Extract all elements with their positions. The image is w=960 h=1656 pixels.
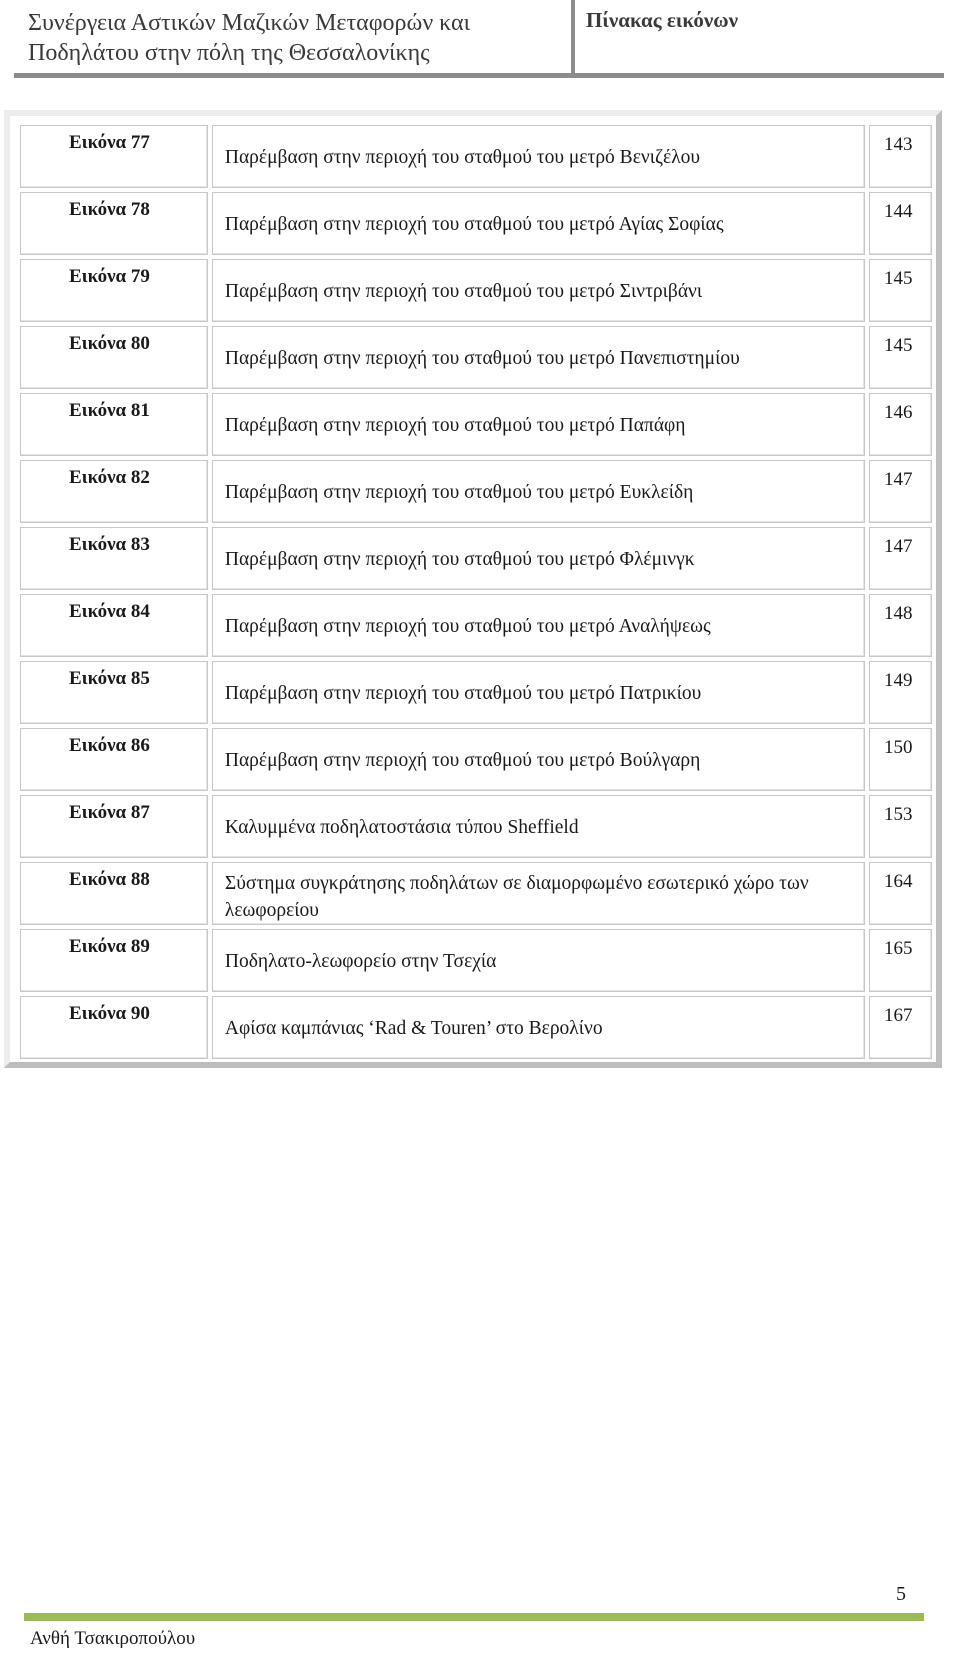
figure-label: Εικόνα 89 <box>69 936 150 957</box>
figure-row <box>20 393 932 456</box>
figure-row <box>20 594 932 657</box>
figure-row <box>20 125 932 188</box>
figure-page-number: 147 <box>884 536 913 557</box>
document-title <box>28 8 568 68</box>
figure-label-cell <box>20 728 208 791</box>
figure-label: Εικόνα 81 <box>69 400 150 421</box>
figure-label: Εικόνα 80 <box>69 333 150 354</box>
figure-caption-cell <box>212 728 865 791</box>
figure-row <box>20 326 932 389</box>
figure-caption: Παρέμβαση στην περιοχή του σταθμού του μετρό Πατρικίου <box>224 683 702 704</box>
figure-caption-cell <box>212 125 865 188</box>
header-divider <box>571 0 575 78</box>
figure-page-number: 146 <box>884 402 913 423</box>
figure-caption: Παρέμβαση στην περιοχή του σταθμού του μετρό Πανεπιστημίου <box>224 348 740 369</box>
figure-caption-cell <box>212 259 865 322</box>
figure-label-cell <box>20 393 208 456</box>
figure-label-cell <box>20 192 208 255</box>
figure-caption-cell <box>212 594 865 657</box>
figure-row <box>20 929 932 992</box>
figures-table <box>16 121 936 1063</box>
figure-caption: Παρέμβαση στην περιοχή του σταθμού του μετρό Βούλγαρη <box>224 750 701 771</box>
figure-page-cell <box>869 661 932 724</box>
figure-label: Εικόνα 86 <box>69 735 150 756</box>
figure-label: Εικόνα 83 <box>69 534 150 555</box>
figure-label-cell <box>20 996 208 1059</box>
figure-caption-cell <box>212 527 865 590</box>
section-title: Πίνακας εικόνων <box>586 8 738 32</box>
document-title-line2: Ποδηλάτου στην πόλη της Θεσσαλονίκης <box>28 40 430 66</box>
figure-label-cell <box>20 594 208 657</box>
page-number: 5 <box>896 1583 906 1605</box>
figure-page-number: 153 <box>884 804 913 825</box>
figure-caption: Σύστημα συγκράτησης ποδηλάτων σε διαμορφωμένο εσωτερικό χώρο των λεωφορείου <box>224 873 809 921</box>
figure-page-cell <box>869 862 932 925</box>
figure-row <box>20 795 932 858</box>
figure-caption: Παρέμβαση στην περιοχή του σταθμού του μετρό Αναλήψεως <box>224 616 711 637</box>
figure-row <box>20 460 932 523</box>
figure-page-number: 145 <box>884 335 913 356</box>
figure-caption-cell <box>212 996 865 1059</box>
figure-caption-cell <box>212 460 865 523</box>
figure-page-cell <box>869 795 932 858</box>
figure-label: Εικόνα 77 <box>69 132 150 153</box>
figure-page-cell <box>869 125 932 188</box>
footer-author: Ανθή Τσακιροπούλου <box>30 1628 196 1649</box>
figure-caption: Ποδηλατο-λεωφορείο στην Τσεχία <box>224 951 497 972</box>
figure-label-cell <box>20 125 208 188</box>
figure-page-cell <box>869 996 932 1059</box>
figure-caption: Παρέμβαση στην περιοχή του σταθμού του μετρό Αγίας Σοφίας <box>224 214 724 235</box>
figure-label: Εικόνα 78 <box>69 199 150 220</box>
figure-label: Εικόνα 87 <box>69 802 150 823</box>
figure-page-number: 147 <box>884 469 913 490</box>
figure-page-number: 165 <box>884 938 913 959</box>
figure-page-number: 150 <box>884 737 913 758</box>
figure-caption: Καλυμμένα ποδηλατοστάσια τύπου Sheffield <box>224 817 579 838</box>
figure-label: Εικόνα 79 <box>69 266 150 287</box>
figure-label-cell <box>20 661 208 724</box>
figure-caption: Παρέμβαση στην περιοχή του σταθμού του μετρό Βενιζέλου <box>224 147 701 168</box>
figure-page-cell <box>869 460 932 523</box>
figure-page-number: 167 <box>884 1005 913 1026</box>
figure-caption-cell <box>212 929 865 992</box>
figure-caption-cell <box>212 862 865 925</box>
figure-page-number: 149 <box>884 670 913 691</box>
figure-caption-cell <box>212 795 865 858</box>
figure-label: Εικόνα 85 <box>69 668 150 689</box>
figure-row <box>20 728 932 791</box>
figure-caption-cell <box>212 661 865 724</box>
figure-page-cell <box>869 728 932 791</box>
figure-caption-cell <box>212 393 865 456</box>
figure-caption: Αφίσα καμπάνιας ‘Rad & Touren’ στο Βερολίνο <box>224 1018 603 1039</box>
page-header <box>14 0 944 78</box>
figure-label: Εικόνα 84 <box>69 601 150 622</box>
figure-page-number: 148 <box>884 603 913 624</box>
figure-page-cell <box>869 326 932 389</box>
figure-label-cell <box>20 795 208 858</box>
figure-label-cell <box>20 460 208 523</box>
figure-page-cell <box>869 594 932 657</box>
figure-row <box>20 661 932 724</box>
figure-page-number: 145 <box>884 268 913 289</box>
figure-page-cell <box>869 393 932 456</box>
figure-page-number: 144 <box>884 201 913 222</box>
figure-row <box>20 192 932 255</box>
figure-caption-cell <box>212 192 865 255</box>
figure-caption: Παρέμβαση στην περιοχή του σταθμού του μετρό Ευκλείδη <box>224 482 694 503</box>
figure-label-cell <box>20 527 208 590</box>
figure-row <box>20 862 932 925</box>
header-rule <box>14 73 944 78</box>
figure-page-number: 143 <box>884 134 913 155</box>
figure-page-cell <box>869 527 932 590</box>
figure-label: Εικόνα 82 <box>69 467 150 488</box>
figure-caption: Παρέμβαση στην περιοχή του σταθμού του μετρό Παπάφη <box>224 415 686 436</box>
figure-caption: Παρέμβαση στην περιοχή του σταθμού του μετρό Φλέμινγκ <box>224 549 695 570</box>
figure-row <box>20 996 932 1059</box>
footer-rule <box>24 1613 924 1621</box>
figure-page-number: 164 <box>884 871 913 892</box>
figure-page-cell <box>869 259 932 322</box>
figure-caption: Παρέμβαση στην περιοχή του σταθμού του μετρό Σιντριβάνι <box>224 281 703 302</box>
figure-page-cell <box>869 929 932 992</box>
figures-table-frame <box>4 110 942 1068</box>
figure-row <box>20 527 932 590</box>
figure-label-cell <box>20 862 208 925</box>
figure-label-cell <box>20 326 208 389</box>
figure-row <box>20 259 932 322</box>
figure-label: Εικόνα 90 <box>69 1003 150 1024</box>
document-title-line1: Συνέργεια Αστικών Μαζικών Μεταφορών και <box>28 10 471 36</box>
figure-page-cell <box>869 192 932 255</box>
figure-label-cell <box>20 929 208 992</box>
figure-label-cell <box>20 259 208 322</box>
figure-label: Εικόνα 88 <box>69 869 150 890</box>
figure-caption-cell <box>212 326 865 389</box>
